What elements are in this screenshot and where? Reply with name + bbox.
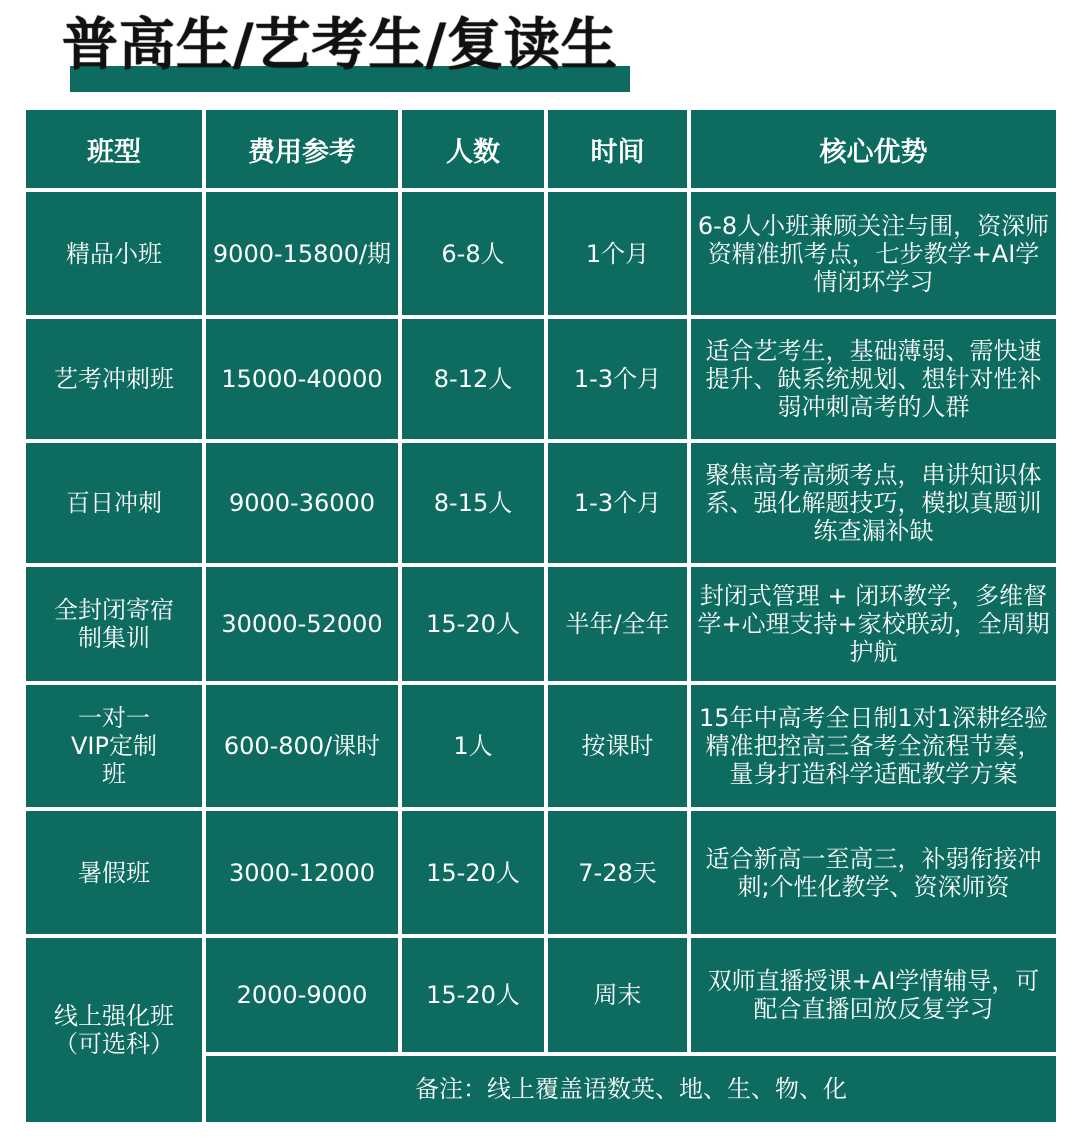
page-title-block: [62, 4, 632, 92]
table-row: [26, 443, 1056, 563]
header-class-type: 班型: [26, 110, 202, 188]
cell-fee: 30000-52000: [206, 567, 398, 681]
header-people: 人数: [402, 110, 544, 188]
cell-advantage: 双师直播授课+AI学情辅导，可配合直播回放反复学习: [691, 938, 1056, 1052]
cell-class-type: 线上强化班（可选科）: [26, 938, 202, 1122]
class-plan-table: [22, 106, 1060, 1126]
cell-advantage: 封闭式管理 + 闭环教学，多维督学+心理支持+家校联动，全周期护航: [691, 567, 1056, 681]
cell-time: 按课时: [548, 685, 687, 807]
cell-people: 8-12人: [402, 319, 544, 439]
cell-class-type: 百日冲刺: [26, 443, 202, 563]
table-header-row: [26, 110, 1056, 188]
cell-time: 7-28天: [548, 811, 687, 934]
note-text: 备注：线上覆盖语数英、地、生、物、化: [206, 1056, 1056, 1122]
cell-fee: 2000-9000: [206, 938, 398, 1052]
cell-time: 周末: [548, 938, 687, 1052]
cell-fee: 600-800/课时: [206, 685, 398, 807]
cell-class-type: 精品小班: [26, 192, 202, 315]
table-row: [26, 567, 1056, 681]
cell-advantage: 聚焦高考高频考点，串讲知识体系、强化解题技巧，模拟真题训练查漏补缺: [691, 443, 1056, 563]
table-row: [26, 938, 1056, 1052]
cell-class-type: 暑假班: [26, 811, 202, 934]
cell-people: 15-20人: [402, 567, 544, 681]
cell-people: 8-15人: [402, 443, 544, 563]
cell-people: 15-20人: [402, 811, 544, 934]
table-row: [26, 811, 1056, 934]
cell-time: 1个月: [548, 192, 687, 315]
cell-fee: 9000-15800/期: [206, 192, 398, 315]
cell-people: 6-8人: [402, 192, 544, 315]
header-advantage: 核心优势: [691, 110, 1056, 188]
cell-class-type: 艺考冲刺班: [26, 319, 202, 439]
cell-time: 1-3个月: [548, 443, 687, 563]
page-title: 普高生/艺考生/复读生: [62, 13, 618, 78]
cell-class-type: 一对一VIP定制班: [26, 685, 202, 807]
cell-advantage: 适合艺考生，基础薄弱、需快速提升、缺系统规划、想针对性补弱冲刺高考的人群: [691, 319, 1056, 439]
cell-time: 1-3个月: [548, 319, 687, 439]
cell-people: 1人: [402, 685, 544, 807]
cell-fee: 15000-40000: [206, 319, 398, 439]
header-fee: 费用参考: [206, 110, 398, 188]
cell-people: 15-20人: [402, 938, 544, 1052]
cell-advantage: 15年中高考全日制1对1深耕经验精准把控高三备考全流程节奏，量身打造科学适配教学方案: [691, 685, 1056, 807]
cell-time: 半年/全年: [548, 567, 687, 681]
table-row: [26, 319, 1056, 439]
table-row: [26, 685, 1056, 807]
cell-class-type: 全封闭寄宿制集训: [26, 567, 202, 681]
cell-advantage: 适合新高一至高三，补弱衔接冲刺;个性化教学、资深师资: [691, 811, 1056, 934]
table-row: [26, 192, 1056, 315]
cell-advantage: 6-8人小班兼顾关注与围，资深师资精准抓考点，七步教学+AI学情闭环学习: [691, 192, 1056, 315]
header-time: 时间: [548, 110, 687, 188]
cell-fee: 3000-12000: [206, 811, 398, 934]
cell-fee: 9000-36000: [206, 443, 398, 563]
